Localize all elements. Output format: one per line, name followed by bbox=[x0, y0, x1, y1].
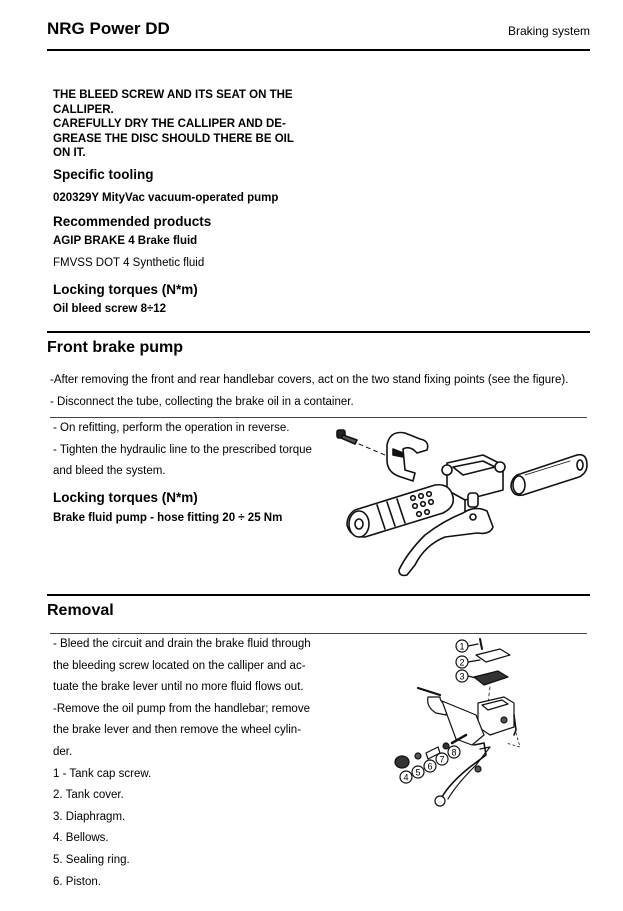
svg-text:3: 3 bbox=[459, 671, 465, 682]
lever-part bbox=[435, 743, 490, 806]
callout-5 bbox=[412, 766, 424, 778]
svg-text:5: 5 bbox=[415, 767, 421, 778]
svg-text:7: 7 bbox=[439, 754, 445, 765]
instruction-line: tuate the brake lever until no more fluid flows out. bbox=[53, 681, 304, 693]
callout-4 bbox=[400, 771, 412, 783]
warning-line: GREASE THE DISC SHOULD THERE BE OIL bbox=[53, 132, 294, 145]
instruction-line: the bleeding screw located on the calliper and ac- bbox=[53, 660, 306, 672]
exploded-pump-figure bbox=[380, 635, 530, 810]
recommended-product: AGIP BRAKE 4 Brake fluid bbox=[53, 235, 198, 247]
header-rule bbox=[47, 49, 590, 51]
callout-7 bbox=[436, 753, 448, 765]
callout-3 bbox=[456, 670, 476, 682]
handlebar-tube-part bbox=[511, 455, 587, 496]
product-spec: FMVSS DOT 4 Synthetic fluid bbox=[53, 257, 205, 269]
part-list-item: 5. Sealing ring. bbox=[53, 854, 130, 866]
locking-torques-heading: Locking torques (N*m) bbox=[53, 282, 198, 297]
callout-2 bbox=[456, 656, 480, 668]
instruction-line: - Bleed the circuit and drain the brake fluid through bbox=[53, 638, 311, 650]
warning-text bbox=[53, 88, 323, 161]
section-rule bbox=[47, 594, 590, 596]
handlebar-pump-figure bbox=[325, 425, 595, 580]
warning-line: CAREFULLY DRY THE CALLIPER AND DE- bbox=[53, 118, 286, 131]
specific-tooling-heading: Specific tooling bbox=[53, 167, 154, 182]
svg-text:8: 8 bbox=[451, 747, 457, 758]
instruction-line: and bleed the system. bbox=[53, 465, 166, 477]
svg-text:4: 4 bbox=[403, 772, 409, 783]
svg-text:2: 2 bbox=[459, 657, 465, 668]
instruction-line: der. bbox=[53, 746, 73, 758]
locking-torque-item: Oil bleed screw 8÷12 bbox=[53, 303, 167, 315]
page-title: NRG Power DD bbox=[47, 19, 170, 38]
front-brake-pump-heading: Front brake pump bbox=[47, 339, 184, 356]
svg-text:6: 6 bbox=[427, 761, 433, 772]
part-list-item: 3. Diaphragm. bbox=[53, 811, 126, 823]
part-list-item: 6. Piston. bbox=[53, 876, 101, 888]
part-list-item: 4. Bellows. bbox=[53, 832, 109, 844]
warning-line: THE BLEED SCREW AND ITS SEAT ON THE bbox=[53, 89, 293, 101]
reservoir-part bbox=[478, 697, 514, 735]
callout-8 bbox=[448, 746, 460, 758]
section-label: Braking system bbox=[507, 24, 590, 38]
instruction-line: the brake lever and then remove the wheel cylin- bbox=[53, 724, 302, 736]
locking-torque-item: Brake fluid pump - hose fitting 20 ÷ 25 Nm bbox=[53, 512, 283, 524]
callout-1 bbox=[456, 640, 478, 652]
recommended-products-heading: Recommended products bbox=[53, 214, 212, 229]
removal-heading: Removal bbox=[47, 602, 114, 619]
screw-part bbox=[337, 430, 385, 455]
part-list-item: 1 - Tank cap screw. bbox=[53, 768, 152, 780]
callout-6 bbox=[424, 760, 436, 772]
instruction-line: - Tighten the hydraulic line to the prescribed torque bbox=[53, 444, 312, 456]
warning-line: CALLIPER. bbox=[53, 103, 114, 116]
clamp-part bbox=[387, 433, 428, 482]
section-rule bbox=[47, 331, 590, 333]
diaphragm-part bbox=[474, 671, 508, 685]
warning-line: ON IT. bbox=[53, 147, 86, 160]
svg-text:1: 1 bbox=[459, 641, 465, 652]
instruction-line: - On refitting, perform the operation in reverse. bbox=[53, 422, 290, 434]
part-list-item: 2. Tank cover. bbox=[53, 789, 124, 801]
specific-tooling-item: 020329Y MityVac vacuum-operated pump bbox=[53, 192, 279, 204]
clamp-bolt-part bbox=[418, 688, 484, 745]
instruction-line: -Remove the oil pump from the handlebar; remove bbox=[53, 703, 310, 715]
locking-torques-heading: Locking torques (N*m) bbox=[53, 490, 198, 505]
instruction-line: - Disconnect the tube, collecting the brake oil in a container. bbox=[50, 396, 354, 408]
instruction-line: -After removing the front and rear handlebar covers, act on the two stand fixing points (see the figure). bbox=[50, 374, 569, 386]
tank-cover-part bbox=[476, 639, 510, 662]
